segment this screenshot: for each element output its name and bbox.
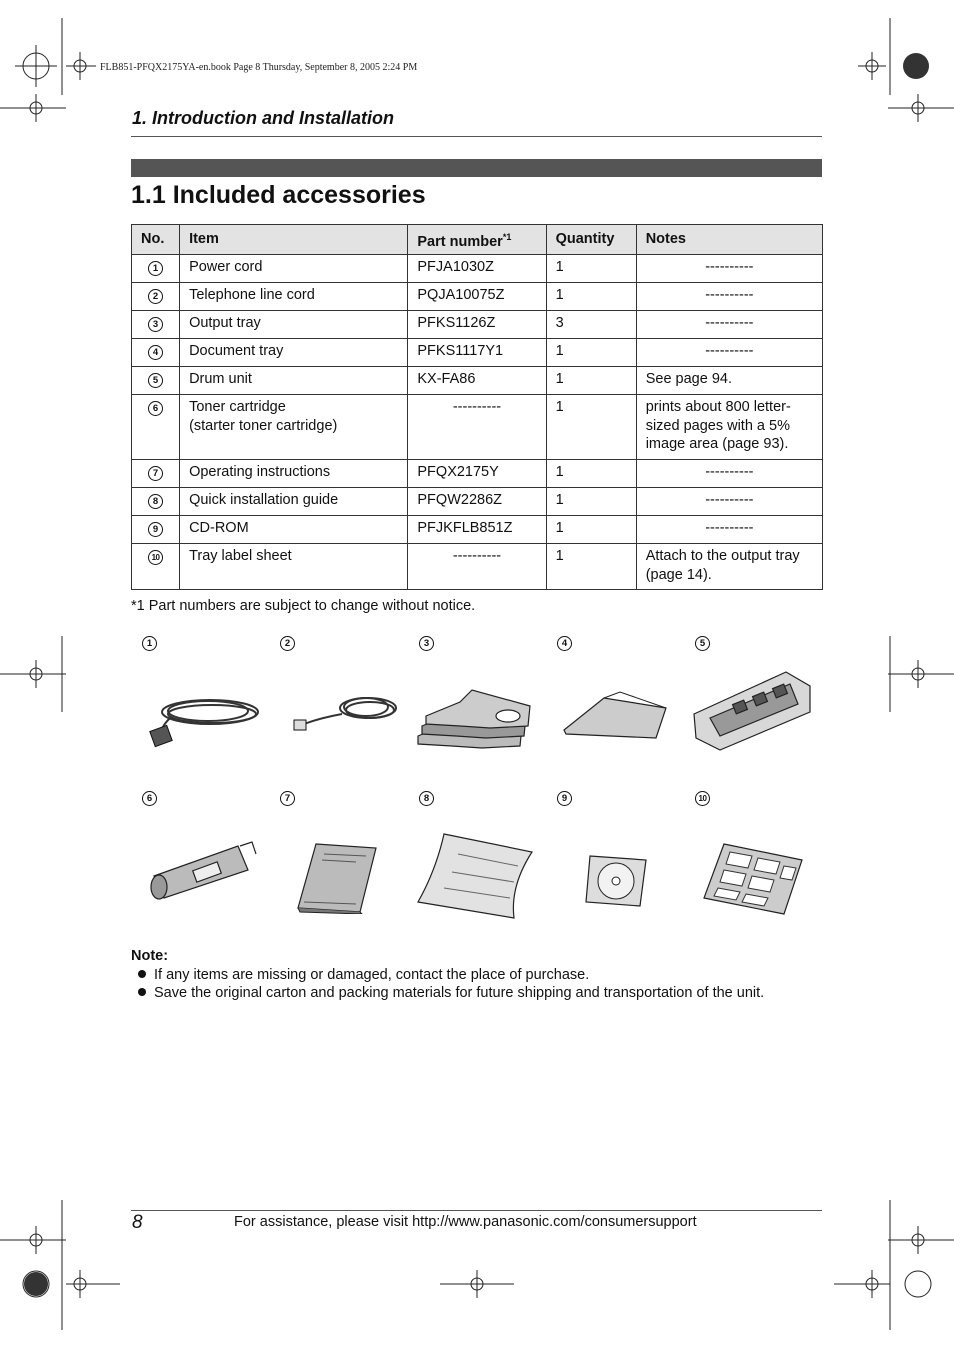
note-heading: Note:: [131, 948, 169, 964]
cell-notes: ----------: [636, 460, 822, 488]
table-row: [132, 283, 823, 311]
illustration-label: [695, 788, 710, 806]
section-bar: [131, 159, 822, 177]
table-row: [132, 544, 823, 590]
note-text-1: If any items are missing or damaged, contact the place of purchase.: [154, 967, 590, 983]
item-number-badge: 8: [148, 494, 163, 509]
cell-item: [180, 311, 408, 339]
cell-notes: See page 94.: [636, 367, 822, 395]
cell-item: [180, 544, 408, 590]
item-name: Document tray: [189, 343, 284, 360]
cell-no: [132, 516, 180, 544]
cell-part-number: KX-FA86: [408, 367, 546, 395]
header-rule: [131, 136, 822, 137]
header-item: Item: [180, 225, 408, 255]
tray-label-sheet-illustration: [700, 840, 806, 916]
illustration-label: [142, 788, 157, 806]
item-number-badge: 10: [148, 550, 163, 565]
telephone-cord-illustration: [290, 690, 402, 740]
cell-no: [132, 367, 180, 395]
toner-cartridge-illustration: [144, 840, 260, 902]
note-text-2: Save the original carton and packing materials for future shipping and transportation of the unit.: [154, 985, 765, 1001]
cell-no: [132, 311, 180, 339]
illustration-label: [557, 788, 572, 806]
page-number: 8: [132, 1212, 143, 1233]
cell-part-number: PFKS1126Z: [408, 311, 546, 339]
illustration-label: [557, 633, 572, 651]
cell-quantity: 1: [546, 255, 636, 283]
item-name: Power cord: [189, 259, 263, 276]
illustration-number-badge: 10: [695, 791, 710, 806]
cell-item: [180, 460, 408, 488]
illustration-number-badge: 8: [419, 791, 434, 806]
illustration-label: [280, 633, 295, 651]
illustration-number-badge: 2: [280, 636, 295, 651]
cell-quantity: 1: [546, 367, 636, 395]
header-part-footnote-ref: *1: [502, 232, 512, 242]
cell-notes: ----------: [636, 339, 822, 367]
table-row: [132, 395, 823, 460]
cell-quantity: 1: [546, 339, 636, 367]
illustration-number-badge: 7: [280, 791, 295, 806]
footnote: *1 Part numbers are subject to change without notice.: [131, 598, 476, 614]
cell-part-number: PFJKFLB851Z: [408, 516, 546, 544]
item-name: Quick installation guide: [189, 492, 339, 509]
item-number-badge: 9: [148, 522, 163, 537]
print-header: FLB851-PFQX2175YA-en.book Page 8 Thursday, September 8, 2005 2:24 PM: [100, 62, 418, 73]
assistance-text: For assistance, please visit http://www.panasonic.com/consumersupport: [234, 1214, 697, 1230]
cell-item: [180, 283, 408, 311]
cell-no: [132, 283, 180, 311]
cell-no: [132, 460, 180, 488]
item-number-badge: 2: [148, 289, 163, 304]
power-cord-illustration: [140, 690, 264, 750]
note-item-2: [138, 985, 764, 1001]
accessories-table: [131, 224, 823, 590]
illustration-label: [280, 788, 295, 806]
item-number-badge: 5: [148, 373, 163, 388]
cell-part-number: PQJA10075Z: [408, 283, 546, 311]
table-row: [132, 339, 823, 367]
cell-no: [132, 339, 180, 367]
document-tray-illustration: [560, 690, 672, 742]
illustration-number-badge: 9: [557, 791, 572, 806]
item-name: CD-ROM: [189, 520, 249, 537]
cell-notes: ----------: [636, 311, 822, 339]
cell-notes: ----------: [636, 283, 822, 311]
cell-quantity: 1: [546, 460, 636, 488]
table-row: [132, 516, 823, 544]
cell-quantity: 1: [546, 395, 636, 460]
cell-quantity: 3: [546, 311, 636, 339]
item-name: Tray label sheet: [189, 548, 292, 565]
item-name: Operating instructions: [189, 464, 331, 481]
illustration-number-badge: 3: [419, 636, 434, 651]
table-row: [132, 255, 823, 283]
cell-notes: Attach to the output tray (page 14).: [636, 544, 822, 590]
illustration-label: [695, 633, 710, 651]
header-no: No.: [132, 225, 180, 255]
cell-no: [132, 488, 180, 516]
table-row: [132, 367, 823, 395]
cell-item: [180, 516, 408, 544]
illustration-number-badge: 6: [142, 791, 157, 806]
footer-rule: [131, 1210, 822, 1211]
cell-quantity: 1: [546, 516, 636, 544]
table-row: [132, 460, 823, 488]
quick-guide-illustration: [414, 830, 536, 920]
item-number-badge: 1: [148, 261, 163, 276]
item-number-badge: 3: [148, 317, 163, 332]
cell-quantity: 1: [546, 488, 636, 516]
cell-no: [132, 544, 180, 590]
output-tray-illustration: [412, 686, 542, 758]
illustration-label: [142, 633, 157, 651]
header-part-label: Part number: [417, 233, 503, 250]
operating-instructions-illustration: [296, 840, 382, 914]
cell-item: [180, 367, 408, 395]
item-name: Toner cartridge: [189, 399, 286, 416]
cell-part-number: PFQW2286Z: [408, 488, 546, 516]
cell-item: [180, 395, 408, 460]
bullet-icon: [138, 970, 146, 978]
cell-part-number: PFQX2175Y: [408, 460, 546, 488]
table-row: [132, 311, 823, 339]
table-row: [132, 488, 823, 516]
cell-no: [132, 255, 180, 283]
header-part-number: [408, 225, 546, 255]
table-header-row: [132, 225, 823, 255]
cell-no: [132, 395, 180, 460]
item-name: Drum unit: [189, 371, 252, 388]
cell-quantity: 1: [546, 283, 636, 311]
cell-part-number: ----------: [408, 395, 546, 460]
header-quantity: Quantity: [546, 225, 636, 255]
cell-notes: ----------: [636, 255, 822, 283]
drum-unit-illustration: [690, 664, 814, 752]
cell-item: [180, 255, 408, 283]
cell-notes: prints about 800 letter-sized pages with a 5% image area (page 93).: [636, 395, 822, 460]
section-title: 1.1 Included accessories: [131, 181, 426, 209]
illustration-number-badge: 1: [142, 636, 157, 651]
chapter-title: 1. Introduction and Installation: [132, 108, 395, 128]
item-name: Telephone line cord: [189, 287, 315, 304]
item-number-badge: 7: [148, 466, 163, 481]
item-subtitle: (starter toner cartridge): [189, 417, 338, 434]
note-item-1: [138, 967, 589, 983]
header-notes: Notes: [636, 225, 822, 255]
illustration-label: [419, 788, 434, 806]
item-number-badge: 4: [148, 345, 163, 360]
cell-notes: ----------: [636, 488, 822, 516]
item-name: Output tray: [189, 315, 261, 332]
illustration-number-badge: 4: [557, 636, 572, 651]
item-number-badge: 6: [148, 401, 163, 416]
cell-part-number: ----------: [408, 544, 546, 590]
cell-item: [180, 488, 408, 516]
illustration-label: [419, 633, 434, 651]
illustration-number-badge: 5: [695, 636, 710, 651]
cell-part-number: PFKS1117Y1: [408, 339, 546, 367]
cell-notes: ----------: [636, 516, 822, 544]
cell-part-number: PFJA1030Z: [408, 255, 546, 283]
cell-quantity: 1: [546, 544, 636, 590]
cell-item: [180, 339, 408, 367]
cd-rom-illustration: [584, 852, 648, 908]
bullet-icon: [138, 988, 146, 996]
